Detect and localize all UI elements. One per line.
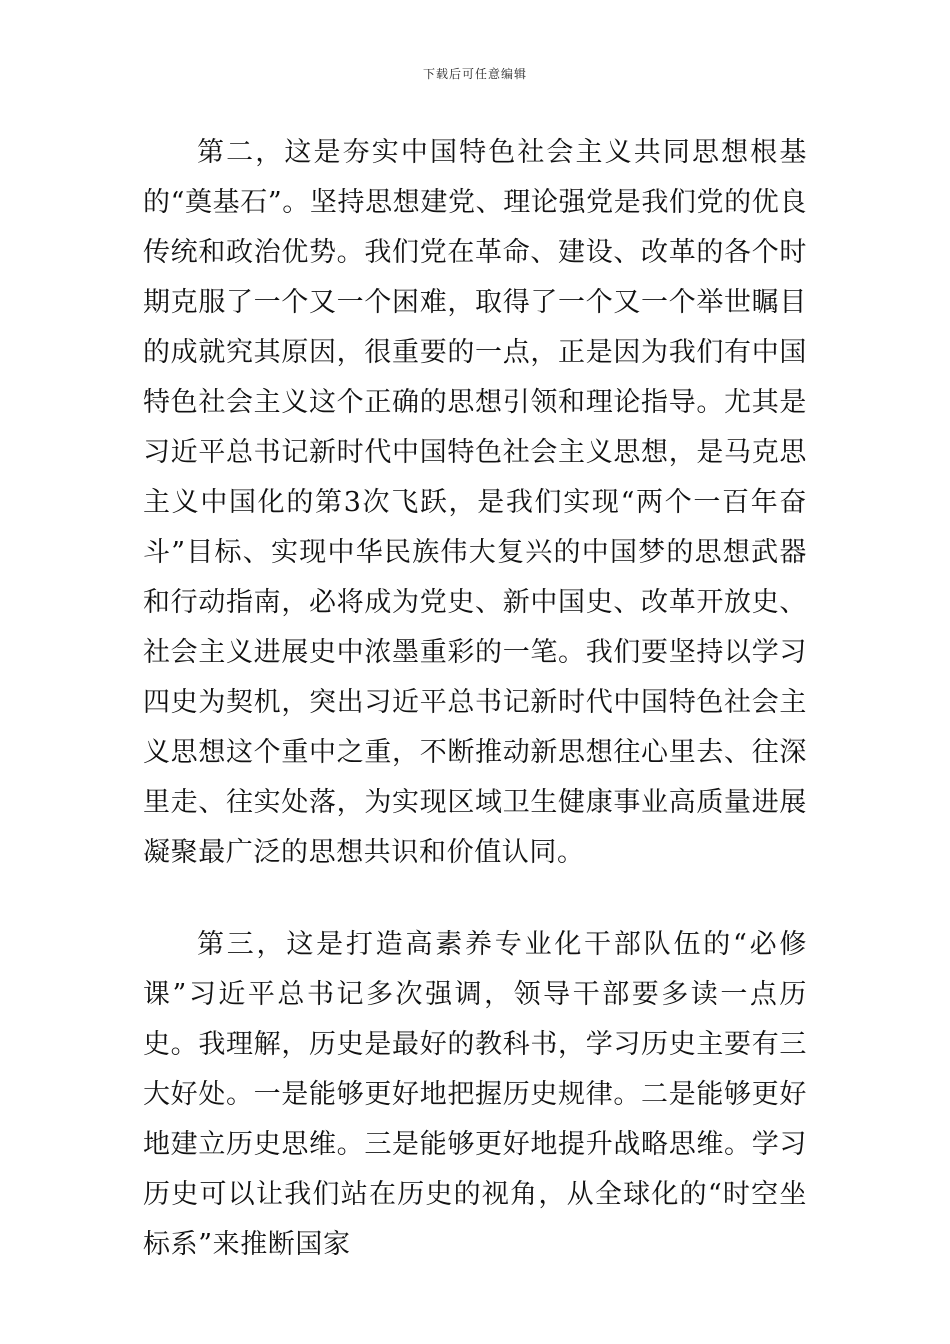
header-note: 下载后可任意编辑: [422, 67, 527, 81]
paragraph-text: 第三，这是打造高素养专业化干部队伍的“必修课”习近平总书记多次强调，领导干部要多读一点历史。我理解，历史是最好的教科书，学习历史主要有三大好处。一是能够更好地把握历史规律。二是能够更好地建立历史思维。三是能够更好地提升战略思维。学习历史可以让我们站在历史的视角，从全球化的“时空坐标系”来推断国家: [143, 929, 807, 1260]
paragraph-block-1: [143, 128, 807, 878]
paragraph-block-2: [143, 920, 807, 1270]
paragraph-text: 第二，这是夯实中国特色社会主义共同思想根基的“奠基石”。坚持思想建党、理论强党是我们党的优良传统和政治优势。我们党在革命、建设、改革的各个时期克服了一个又一个困难，取得了一个又一个举世瞩目的成就究其原因，很重要的一点，正是因为我们有中国特色社会主义这个正确的思想引领和理论指导。尤其是习近平总书记新时代中国特色社会主义思想，是马克思主义中国化的第3次飞跃，是我们实现“两个一百年奋斗”目标、实现中华民族伟大复兴的中国梦的思想武器和行动指南，必将成为党史、新中国史、改革开放史、社会主义进展史中浓墨重彩的一笔。我们要坚持以学习四史为契机，突出习近平总书记新时代中国特色社会主义思想这个重中之重，不断推动新思想往心里去、往深里走、往实处落，为实现区域卫生健康事业高质量进展凝聚最广泛的思想共识和价值认同。: [143, 137, 807, 868]
